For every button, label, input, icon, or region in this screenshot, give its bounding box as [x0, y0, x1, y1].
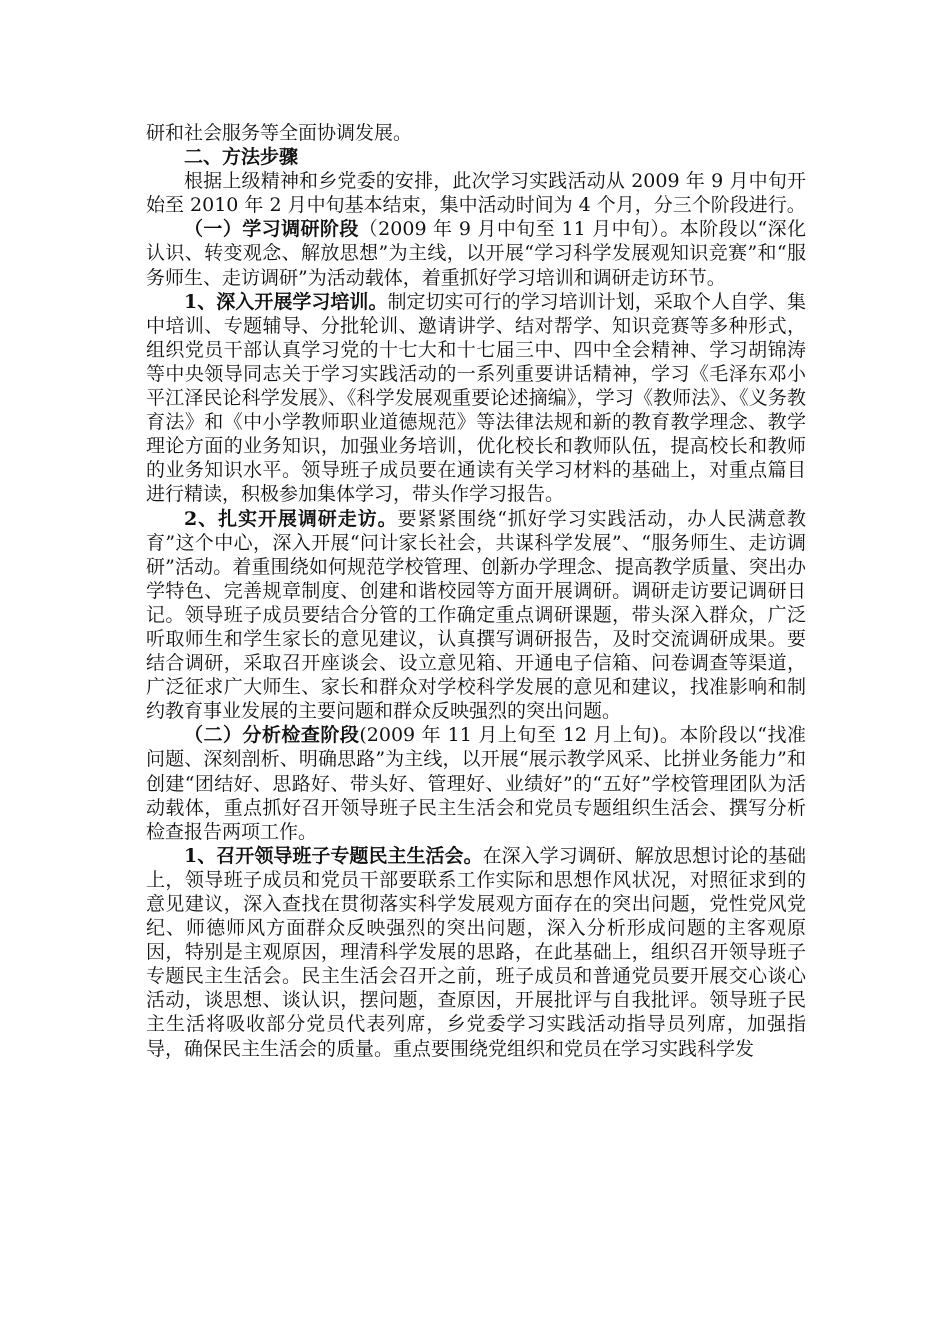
- stage-two-title: （二）分析检查阶段: [184, 724, 360, 747]
- stage-one-item-2-title: 2、扎实开展调研走访。: [184, 507, 398, 530]
- paragraph-stage-one-item-2: [146, 507, 806, 724]
- paragraph-stage-two-item-1: [146, 844, 806, 1061]
- stage-one-item-2-body: 要紧紧围绕“抓好学习实践活动，办人民满意教育”这个中心，深入开展“问计家长社会，共谋科学发展”、“服务师生、走访调研”活动。着重围绕如何规范学校管理、创新办学理念、提高教学质量、突出办学特色、完善规章制度、创建和谐校园等方面开展调研。调研走访要记调研日记。领导班子成员要结合分管的工作确定重点调研课题，带头深入群众，广泛听取师生和学生家长的意见建议，认真撰写调研报告，及时交流调研成果。要结合调研，采取召开座谈会、设立意见箱、开通电子信箱、问卷调查等渠道，广泛征求广大师生、家长和群众对学校科学发展的意见和建议，找准影响和制约教育事业发展的主要问题和群众反映强烈的突出问题。: [146, 507, 806, 723]
- section-heading-method: 二、方法步骤: [184, 146, 299, 169]
- paragraph-method: 根据上级精神和乡党委的安排，此次学习实践活动从 2009 年 9 月中旬开始至 2010 年 2 月中旬基本结束，集中活动时间为 4 个月，分三个阶段进行。: [146, 170, 806, 217]
- document-body: [146, 121, 806, 1061]
- stage-one-body: （2009 年 9 月中旬至 11 月中旬）。本阶段以“深化认识、转变观念、解放思想”为主线，以开展“学习科学发展观知识竞赛”和“服务师生、走访调研”为活动载体，着重抓好学习培训和调研走访环节。: [146, 218, 806, 289]
- stage-two-item-1-body: 在深入学习调研、解放思想讨论的基础上，领导班子成员和党员干部要联系工作实际和思想作风状况，对照征求到的意见建议，深入查找在贯彻落实科学发展观方面存在的突出问题，党性党风党纪、师德师风方面群众反映强烈的突出问题，深入分析形成问题的主客观原因，特别是主观原因，理清科学发展的思路，在此基础上，组织召开领导班子专题民主生活会。民主生活会召开之前，班子成员和普通党员要开展交心谈心活动，谈思想、谈认识，摆问题，查原因，开展批评与自我批评。领导班子民主生活将吸收部分党员代表列席，乡党委学习实践活动指导员列席，加强指导，确保民主生活会的质量。重点要围绕党组织和党员在学习实践科学发: [146, 844, 806, 1060]
- stage-two-body: (2009 年 11 月上旬至 12 月上旬)。本阶段以“找准问题、深刻剖析、明确思路”为主线，以开展“展示教学风采、比拼业务能力”和创建“团结好、思路好、带头好、管理好、业绩好”的“五好”学校管理团队为活动载体，重点抓好召开领导班子民主生活会和党员专题组织生活会、撰写分析检查报告两项工作。: [146, 724, 806, 843]
- paragraph-stage-one-item-1: [146, 290, 806, 507]
- stage-one-title: （一）学习调研阶段: [184, 218, 359, 241]
- paragraph-stage-two: [146, 723, 806, 843]
- stage-two-item-1-title: 1、召开领导班子专题民主生活会。: [184, 844, 483, 867]
- stage-one-item-1-title: 1、深入开展学习培训。: [184, 290, 388, 313]
- paragraph-continuation: 研和社会服务等全面协调发展。: [146, 122, 413, 144]
- paragraph-stage-one: [146, 217, 806, 289]
- stage-one-item-1-body: 制定切实可行的学习培训计划，采取个人自学、集中培训、专题辅导、分批轮训、邀请讲学、结对帮学、知识竞赛等多种形式，组织党员干部认真学习党的十七大和十七届三中、四中全会精神、学习胡锦涛等中央领导同志关于学习实践活动的一系列重要讲话精神，学习《毛泽东邓小平江泽民论科学发展》、《科学发展观重要论述摘编》，学习《教师法》、《义务教育法》和《中小学教师职业道德规范》等法律法规和新的教育教学理念、教学理论方面的业务知识，加强业务培训，优化校长和教师队伍，提高校长和教师的业务知识水平。领导班子成员要在通读有关学习材料的基础上，对重点篇目进行精读，积极参加集体学习，带头作学习报告。: [146, 290, 806, 506]
